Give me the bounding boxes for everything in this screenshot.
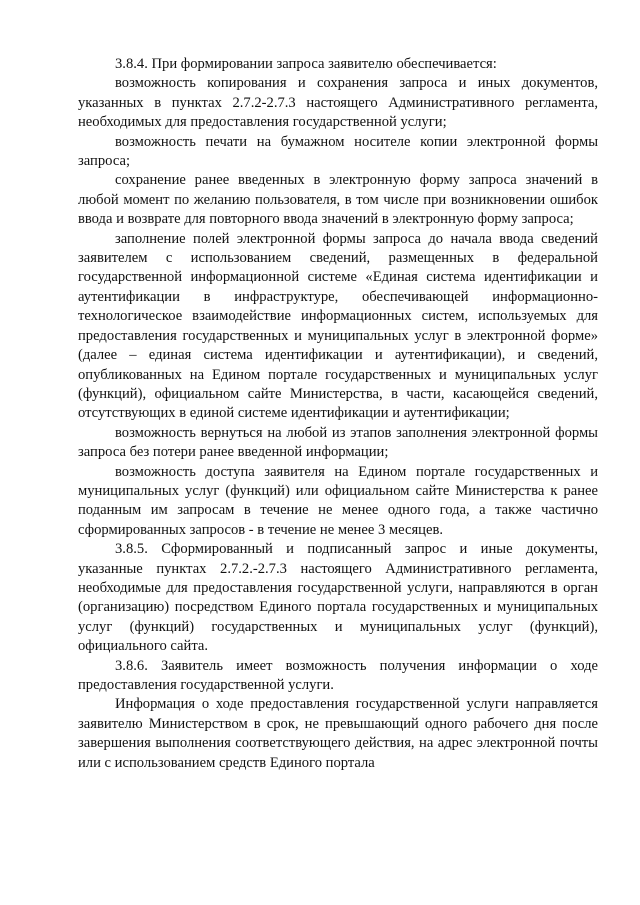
paragraph-information: Информация о ходе предоставления государственной услуги направляется заявителю Министерством в срок, не превышающий одного рабочего дня после завершения выполнения соответствующего действия, на адрес электронной почты или с использованием средств Единого портала (78, 696, 598, 771)
paragraph-access-requests: возможность доступа заявителя на Едином портале государственных и муниципальных услуг (функций) или официальном сайте Министерства к ранее поданным им запросам в течение не менее одного года, а также частично сформированных запросов - в течение не менее 3 месяцев. (78, 463, 598, 538)
paragraph-print: возможность печати на бумажном носителе копии электронной формы запроса; (78, 133, 598, 170)
paragraph-copy-save: возможность копирования и сохранения запроса и иных документов, указанных в пунктах 2.7.2-2.7.3 настоящего Административного регламента, необходимых для предоставления государственной услуги; (78, 75, 598, 131)
document-body (78, 55, 598, 773)
paragraph-3-8-5: 3.8.5. Сформированный и подписанный запрос и иные документы, указанные пунктах 2.7.2.-2.7.3 настоящего Административного регламента, необходимые для предоставления государственной услуги, направляются в орган (организацию) посредством Единого портала государственных и муниципальных услуг (функций) государственных и муниципальных услуг (функций), официального сайта. (78, 541, 598, 655)
paragraph-return-step: возможность вернуться на любой из этапов заполнения электронной формы запроса без потери ранее введенной информации; (78, 424, 598, 461)
paragraph-3-8-6: 3.8.6. Заявитель имеет возможность получения информации о ходе предоставления государственной услуги. (78, 657, 598, 693)
paragraph-3-8-4-heading: 3.8.4. При формировании запроса заявителю обеспечивается: (115, 56, 497, 72)
paragraph-save-values: сохранение ранее введенных в электронную форму запроса значений в любой момент по желанию пользователя, в том числе при возникновении ошибок ввода и возврате для повторного ввода значений в электронную форму запроса; (78, 172, 598, 228)
paragraph-prefill: заполнение полей электронной формы запроса до начала ввода сведений заявителем с использованием сведений, размещенных в федеральной государственной информационной системе «Единая система идентификации и аутентификации в инфраструктуре, обеспечивающей информационно-технологическое взаимодействие информационных систем, используемых для предоставления государственных и муниципальных услуг в электронной форме» (далее – единая система идентификации и аутентификации), и сведений, опубликованных на Едином портале государственных и муниципальных услуг (функций), официальном сайте Министерства, в части, касающейся сведений, отсутствующих в единой системе идентификации и аутентификации; (78, 230, 598, 422)
